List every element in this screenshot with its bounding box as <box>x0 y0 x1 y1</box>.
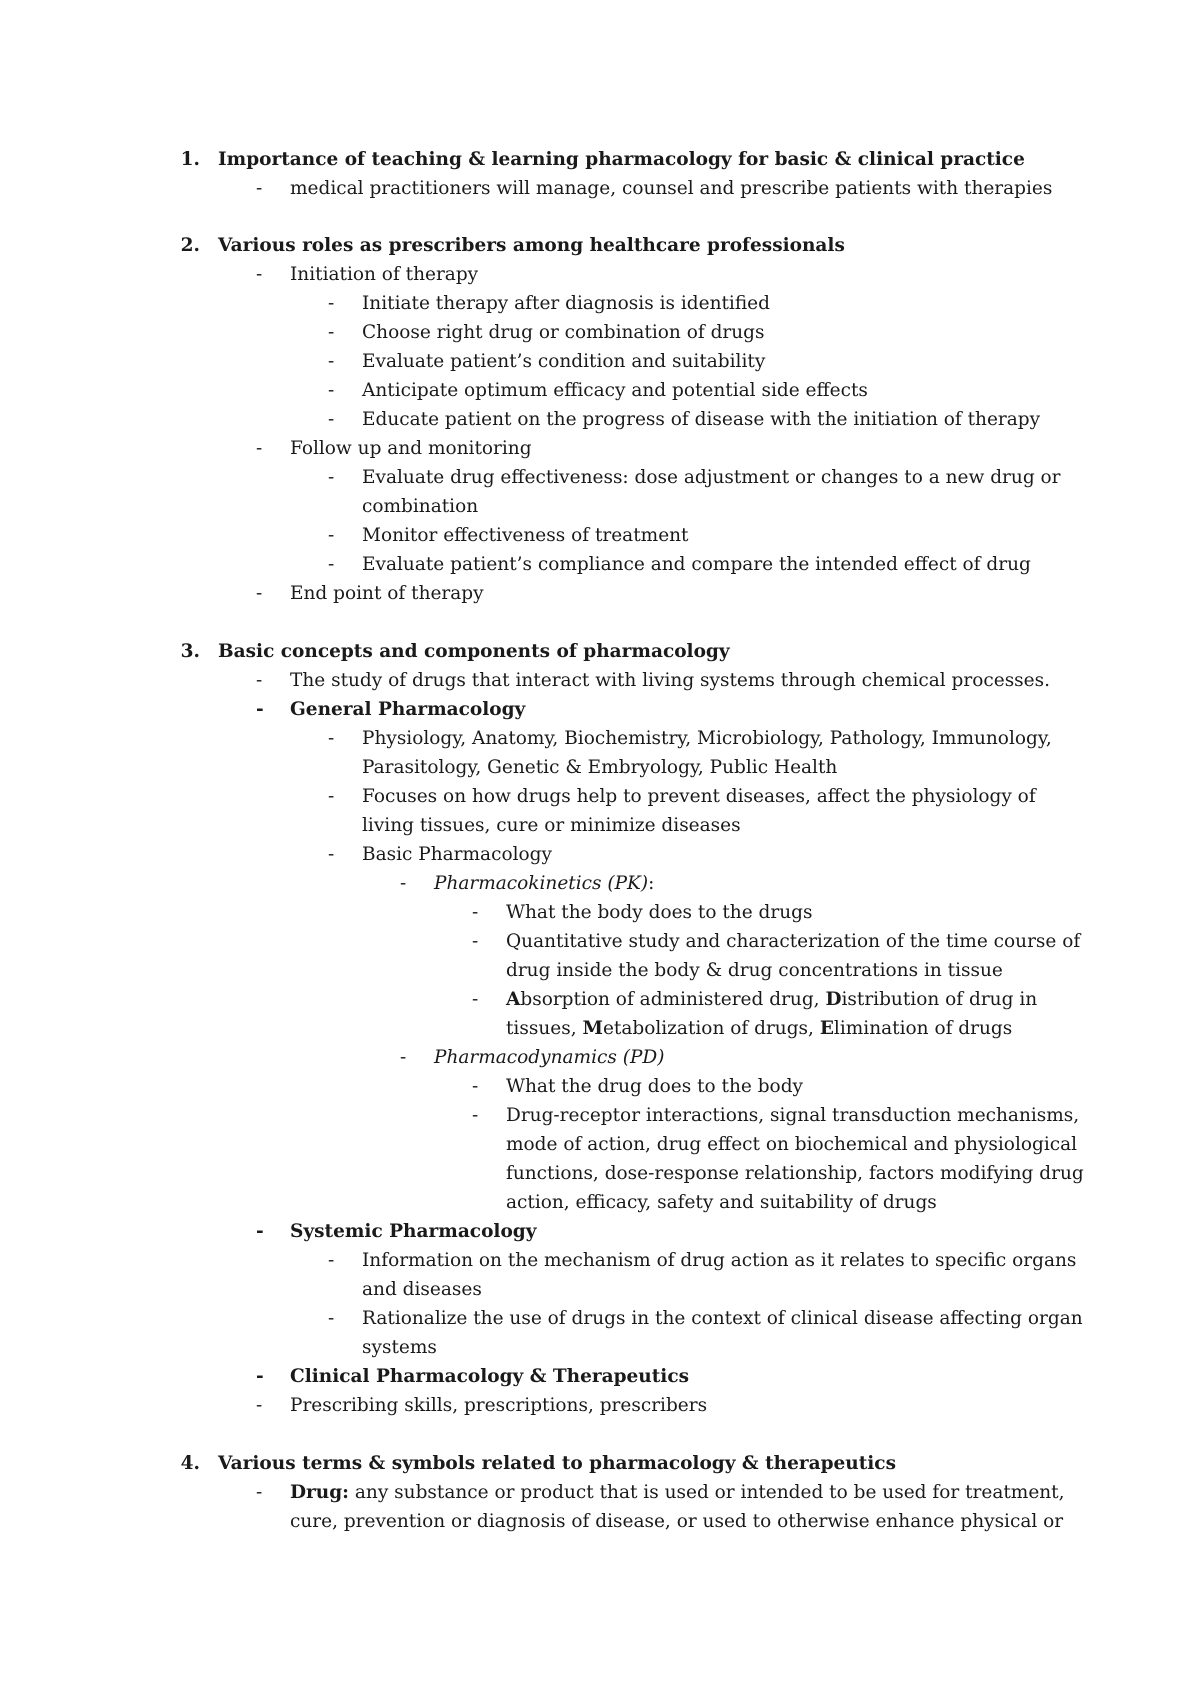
dash-bullet: - <box>328 728 335 749</box>
list-item-continuation: living tissues, cure or minimize diseases <box>362 815 741 836</box>
adme-text: etabolization of drugs, <box>602 1018 820 1039</box>
dash-bullet: - <box>328 380 335 401</box>
adme-text: limination of drugs <box>833 1018 1013 1039</box>
list-item: Monitor effectiveness of treatment <box>362 525 689 546</box>
list-item-continuation: action, efficacy, safety and suitability of drugs <box>506 1192 937 1213</box>
section-title: Importance of teaching & learning pharmacology for basic & clinical practice <box>218 149 1025 170</box>
dash-bullet: - <box>328 293 335 314</box>
list-item: Drug-receptor interactions, signal transduction mechanisms, <box>506 1105 1080 1126</box>
list-item: Evaluate drug effectiveness: dose adjustment or changes to a new drug or <box>362 467 1061 488</box>
dash-bullet: - <box>256 264 263 285</box>
section-number: 1. <box>180 149 200 170</box>
section-number: 3. <box>180 641 200 662</box>
dash-bullet: - <box>328 1308 335 1329</box>
dash-bullet: - <box>256 1482 263 1503</box>
dash-bullet: - <box>256 1395 263 1416</box>
list-item: The study of drugs that interact with living systems through chemical processes. <box>290 670 1050 691</box>
dash-bullet: - <box>256 670 263 691</box>
list-item: What the body does to the drugs <box>506 902 813 923</box>
list-item: Physiology, Anatomy, Biochemistry, Microbiology, Pathology, Immunology, <box>362 728 1052 749</box>
dash-bullet: - <box>400 873 407 894</box>
list-item: Basic Pharmacology <box>362 844 552 865</box>
dash-bullet: - <box>400 1047 407 1068</box>
dash-bullet: - <box>328 322 335 343</box>
pk-label: Pharmacokinetics (PK) <box>434 873 649 894</box>
section-title: Various roles as prescribers among healthcare professionals <box>218 235 845 256</box>
dash-bullet: - <box>256 583 263 604</box>
section-title: Basic concepts and components of pharmacology <box>218 641 730 662</box>
adme-line-2 <box>506 1014 1012 1043</box>
dash-bullet: - <box>328 844 335 865</box>
list-item: End point of therapy <box>290 583 484 604</box>
list-item: medical practitioners will manage, counsel and prescribe patients with therapies <box>290 178 1053 199</box>
adme-letter: E <box>819 1018 834 1039</box>
subheading-general-pharmacology: General Pharmacology <box>290 699 526 720</box>
adme-letter: A <box>506 989 521 1010</box>
adme-text: tissues, <box>506 1018 583 1039</box>
drug-definition-line-2: cure, prevention or diagnosis of disease, or used to otherwise enhance physical or <box>290 1511 1064 1532</box>
list-item: Information on the mechanism of drug action as it relates to specific organs <box>362 1250 1077 1271</box>
dash-bullet: - <box>328 351 335 372</box>
adme-letter: M <box>582 1018 603 1039</box>
definition-text: any substance or product that is used or intended to be used for treatment, <box>349 1482 1065 1503</box>
list-item-continuation: combination <box>362 496 479 517</box>
dash-bullet: - <box>256 699 264 720</box>
subheading-clinical-pharmacology: Clinical Pharmacology & Therapeutics <box>290 1366 690 1387</box>
drug-definition-line-1 <box>290 1478 1065 1507</box>
subheading-systemic-pharmacology: Systemic Pharmacology <box>290 1221 537 1242</box>
adme-text: bsorption of administered drug, <box>520 989 826 1010</box>
dash-bullet: - <box>472 1076 479 1097</box>
pk-colon: : <box>648 873 655 894</box>
list-item: Evaluate patient’s condition and suitability <box>362 351 766 372</box>
list-item-continuation: functions, dose-response relationship, factors modifying drug <box>506 1163 1084 1184</box>
list-item-continuation: drug inside the body & drug concentrations in tissue <box>506 960 1003 981</box>
pharmacodynamics-heading: Pharmacodynamics (PD) <box>434 1047 665 1068</box>
term-drug: Drug: <box>290 1482 350 1503</box>
list-item-continuation: systems <box>362 1337 437 1358</box>
list-item: Quantitative study and characterization of the time course of <box>506 931 1081 952</box>
dash-bullet: - <box>472 902 479 923</box>
list-item: Follow up and monitoring <box>290 438 532 459</box>
dash-bullet: - <box>328 786 335 807</box>
dash-bullet: - <box>472 1105 479 1126</box>
pharmacokinetics-heading <box>434 869 654 898</box>
list-item: Choose right drug or combination of drugs <box>362 322 765 343</box>
list-item-continuation: mode of action, drug effect on biochemical and physiological <box>506 1134 1078 1155</box>
list-item: Rationalize the use of drugs in the context of clinical disease affecting organ <box>362 1308 1083 1329</box>
dash-bullet: - <box>328 525 335 546</box>
section-number: 2. <box>180 235 200 256</box>
dash-bullet: - <box>472 989 479 1010</box>
dash-bullet: - <box>472 931 479 952</box>
list-item: Educate patient on the progress of disease with the initiation of therapy <box>362 409 1041 430</box>
list-item: Evaluate patient’s compliance and compare the intended effect of drug <box>362 554 1031 575</box>
dash-bullet: - <box>256 178 263 199</box>
list-item: What the drug does to the body <box>506 1076 803 1097</box>
list-item: Anticipate optimum efficacy and potential side effects <box>362 380 868 401</box>
list-item-continuation: and diseases <box>362 1279 482 1300</box>
list-item: Initiate therapy after diagnosis is identified <box>362 293 770 314</box>
list-item: Focuses on how drugs help to prevent diseases, affect the physiology of <box>362 786 1036 807</box>
list-item: Prescribing skills, prescriptions, prescribers <box>290 1395 708 1416</box>
dash-bullet: - <box>328 467 335 488</box>
adme-letter: D <box>825 989 842 1010</box>
dash-bullet: - <box>328 409 335 430</box>
dash-bullet: - <box>328 554 335 575</box>
adme-line-1 <box>506 985 1037 1014</box>
dash-bullet: - <box>256 438 263 459</box>
list-item: Initiation of therapy <box>290 264 479 285</box>
dash-bullet: - <box>328 1250 335 1271</box>
section-title: Various terms & symbols related to pharmacology & therapeutics <box>218 1453 896 1474</box>
list-item-continuation: Parasitology, Genetic & Embryology, Public Health <box>362 757 838 778</box>
dash-bullet: - <box>256 1366 264 1387</box>
dash-bullet: - <box>256 1221 264 1242</box>
adme-text: istribution of drug in <box>841 989 1038 1010</box>
section-number: 4. <box>180 1453 200 1474</box>
